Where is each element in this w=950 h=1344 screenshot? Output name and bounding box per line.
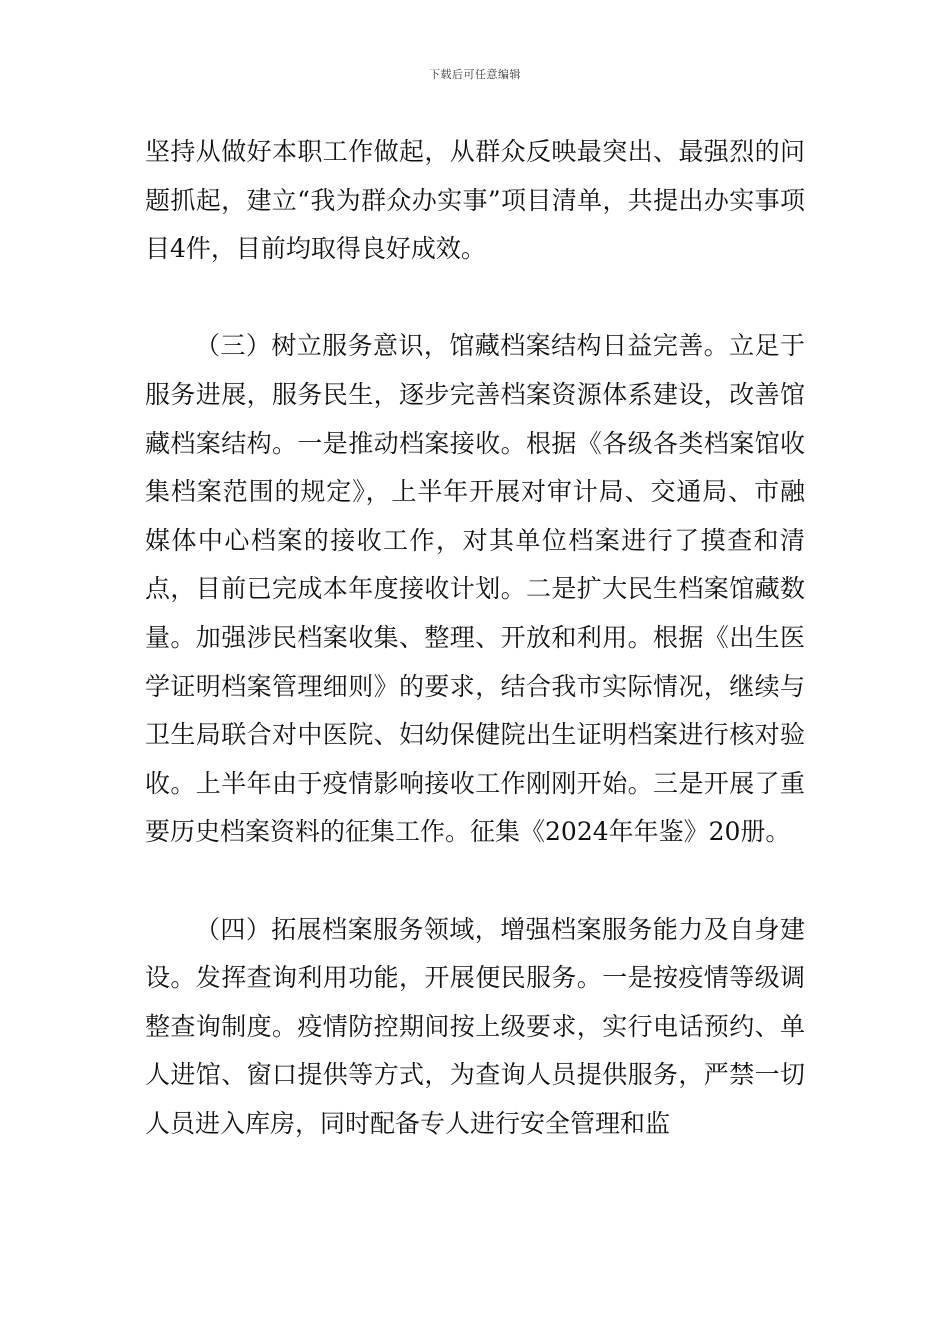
- paragraph-spacer: [145, 857, 805, 906]
- paragraph-spacer: [145, 274, 805, 323]
- header-note: 下载后可任意编辑: [429, 68, 521, 81]
- paragraph-continuation: 坚持从做好本职工作做起，从群众反映最突出、最强烈的问题抓起，建立“我为群众办实事”项目清单，共提出办实事项目4件，目前均取得良好成效。: [145, 137, 805, 264]
- paragraph-section-four: （四）拓展档案服务领域，增强档案服务能力及自身建设。发挥查询利用功能，开展便民服务。一是按疫情等级调整查询制度。疫情防控期间按上级要求，实行电话预约、单人进馆、窗口提供等方式，为查询人员提供服务，严禁一切人员进入库房，同时配备专人进行安全管理和监: [145, 914, 805, 1138]
- paragraph-section-three: （三）树立服务意识，馆藏档案结构日益完善。立足于服务进展，服务民生，逐步完善档案资源体系建设，改善馆藏档案结构。一是推动档案接收。根据《各级各类档案馆收集档案范围的规定》，上半年开展对审计局、交通局、市融媒体中心档案的接收工作，对其单位档案进行了摸查和清点，目前已完成本年度接收计划。二是扩大民生档案馆藏数量。加强涉民档案收集、整理、开放和利用。根据《出生医学证明档案管理细则》的要求，结合我市实际情况，继续与卫生局联合对中医院、妇幼保健院出生证明档案进行核对验收。上半年由于疫情影响接收工作刚刚开始。三是开展了重要历史档案资料的征集工作。征集《2024年年鉴》20册。: [145, 331, 805, 847]
- document-body: [145, 128, 805, 1148]
